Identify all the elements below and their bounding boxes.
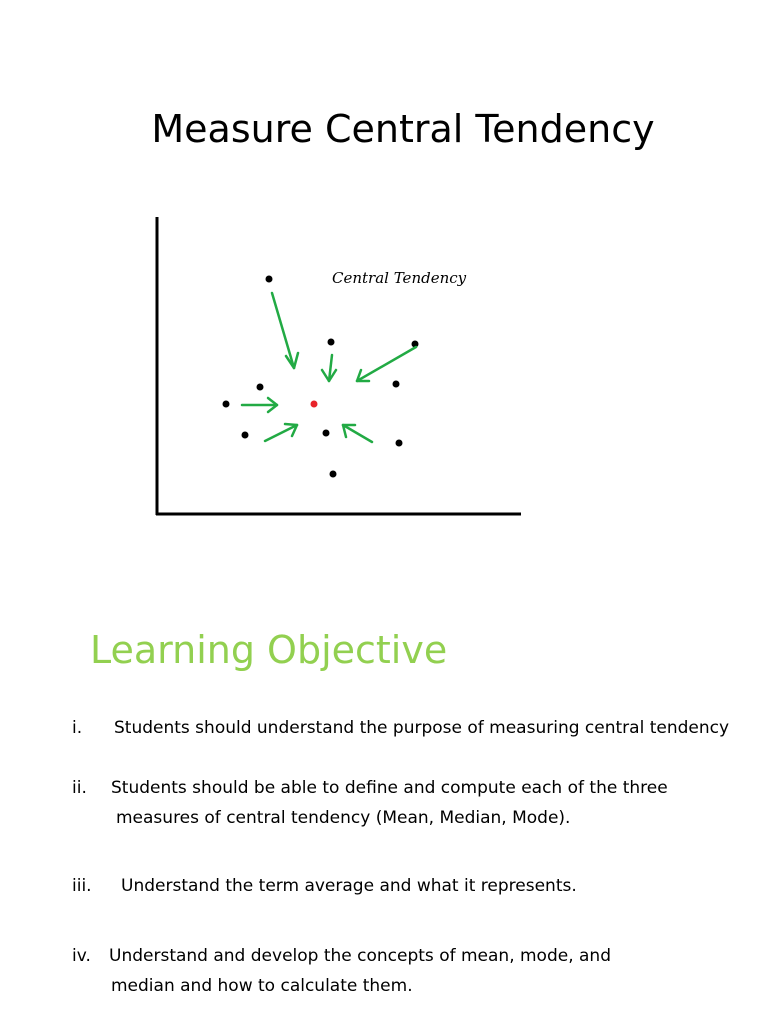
arrows (242, 293, 416, 442)
objective-text-continuation: measures of central tendency (Mean, Median, Mode). (116, 808, 571, 828)
objective-marker: iv. (72, 946, 91, 966)
arrow-icon (265, 424, 297, 441)
figure-label: Central Tendency (332, 269, 467, 287)
objective-text: Students should be able to define and compute each of the three (111, 778, 668, 798)
objective-text: Students should understand the purpose of measuring central tendency (114, 718, 730, 738)
data-point (266, 276, 273, 283)
objective-marker: ii. (72, 778, 87, 798)
objective-text: Understand and develop the concepts of mean, mode, and (109, 946, 611, 966)
objective-marker: iii. (72, 876, 92, 896)
learning-objective-heading: Learning Objective (90, 628, 448, 672)
arrow-icon (272, 293, 298, 368)
data-point (328, 339, 335, 346)
slide-title: Measure Central Tendency (151, 107, 655, 151)
arrow-icon (322, 355, 336, 381)
data-points (223, 276, 419, 478)
data-point (412, 341, 419, 348)
data-point (257, 384, 264, 391)
data-point (242, 432, 249, 439)
arrow-icon (242, 398, 277, 412)
objective-marker: i. (72, 718, 83, 738)
arrow-icon (357, 347, 416, 381)
objective-text: Understand the term average and what it represents. (121, 876, 577, 896)
data-point (323, 430, 330, 437)
data-point (223, 401, 230, 408)
data-point (330, 471, 337, 478)
data-point (393, 381, 400, 388)
center-point (311, 401, 318, 408)
data-point (396, 440, 403, 447)
objective-text-continuation: median and how to calculate them. (111, 976, 413, 996)
arrow-icon (343, 425, 372, 442)
